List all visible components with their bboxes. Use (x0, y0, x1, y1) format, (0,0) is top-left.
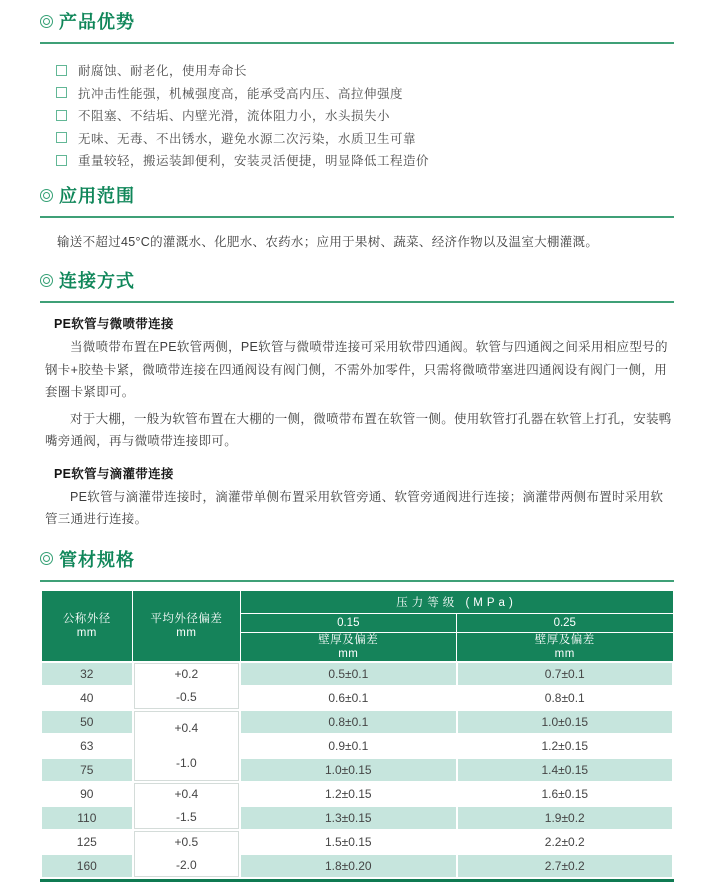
col-header-deviation (133, 590, 240, 662)
checkbox-icon (56, 132, 67, 143)
cell-wall-025: 1.2±0.15 (457, 734, 673, 758)
col-header-pressure-015: 0.15 (240, 613, 456, 632)
section-header-specs (40, 546, 674, 582)
col-header-wall-025 (457, 632, 673, 662)
connection-paragraph: 对于大棚，一般为软管布置在大棚的一侧，微喷带布置在软管一侧。使用软管打孔器在软管上打孔，安装鸭嘴旁通阀，再与微喷带连接即可。 (45, 411, 672, 448)
advantage-text: 无味、无毒、不出锈水，避免水源二次污染，水质卫生可靠 (78, 131, 417, 146)
header-label: 壁厚及偏差 (534, 633, 595, 646)
cell-diameter: 50 (41, 710, 133, 734)
list-item (56, 82, 674, 104)
cell-wall-015: 0.6±0.1 (240, 686, 456, 710)
deviation-plus: +0.5 (174, 835, 199, 849)
table-row (41, 830, 673, 854)
section-header-advantages (40, 8, 674, 44)
cell-wall-015: 1.2±0.15 (240, 782, 456, 806)
list-item (56, 59, 674, 81)
advantage-text: 耐腐蚀、耐老化，使用寿命长 (78, 64, 248, 78)
cell-diameter: 40 (41, 686, 133, 710)
cell-diameter: 90 (41, 782, 133, 806)
header-unit: mm (338, 647, 359, 660)
list-item (56, 104, 674, 126)
cell-wall-025: 1.9±0.2 (457, 806, 673, 830)
cell-deviation-group (133, 782, 240, 830)
cell-wall-015: 0.8±0.1 (240, 710, 456, 734)
section-header-connection (40, 267, 674, 303)
deviation-plus: +0.4 (174, 787, 199, 801)
pipe-spec-table (40, 590, 674, 879)
cell-diameter: 160 (41, 854, 133, 878)
cell-wall-015: 1.3±0.15 (240, 806, 456, 830)
deviation-plus: +0.2 (174, 667, 199, 681)
bullseye-icon (40, 15, 53, 28)
connection-subheading-micro-spray: PE软管与微喷带连接 (54, 317, 174, 331)
cell-wall-025: 1.0±0.15 (457, 710, 673, 734)
col-header-wall-015 (240, 632, 456, 662)
deviation-minus: -2.0 (176, 858, 197, 872)
header-unit: mm (176, 626, 197, 639)
advantage-text: 不阻塞、不结垢、内壁光滑，流体阻力小，水头损失小 (78, 109, 391, 123)
cell-diameter: 125 (41, 830, 133, 854)
spec-table-container (40, 590, 674, 882)
connection-subheading-drip-tape: PE软管与滴灌带连接 (54, 466, 174, 481)
cell-wall-015: 0.9±0.1 (240, 734, 456, 758)
header-unit: mm (554, 647, 575, 660)
col-header-diameter (41, 590, 133, 662)
header-label: 平均外径偏差 (150, 612, 223, 625)
section-title-connection: 连接方式 (59, 271, 135, 291)
header-unit: mm (76, 626, 97, 639)
deviation-plus: +0.4 (174, 721, 199, 735)
table-row (41, 782, 673, 806)
checkbox-icon (56, 110, 67, 121)
table-row (41, 662, 673, 686)
checkbox-icon (56, 65, 67, 76)
cell-diameter: 75 (41, 758, 133, 782)
cell-deviation-group (133, 710, 240, 782)
deviation-minus: -0.5 (176, 690, 197, 704)
bullseye-icon (40, 189, 53, 202)
table-row (41, 710, 673, 734)
cell-wall-025: 2.2±0.2 (457, 830, 673, 854)
advantages-list (56, 59, 674, 171)
cell-diameter: 63 (41, 734, 133, 758)
checkbox-icon (56, 87, 67, 98)
checkbox-icon (56, 155, 67, 166)
cell-diameter: 32 (41, 662, 133, 686)
section-title-advantages: 产品优势 (59, 12, 135, 32)
header-label: 壁厚及偏差 (318, 633, 379, 646)
list-item (56, 149, 674, 171)
col-header-pressure-025: 0.25 (457, 613, 673, 632)
col-header-pressure-group: 压力等级 (MPa) (240, 590, 673, 613)
cell-wall-025: 1.4±0.15 (457, 758, 673, 782)
application-text: 输送不超过45°C的灌溉水、化肥水、农药水；应用于果树、蔬菜、经济作物以及温室大棚灌溉。 (57, 235, 599, 249)
cell-deviation-group (133, 662, 240, 710)
cell-wall-015: 0.5±0.1 (240, 662, 456, 686)
cell-diameter: 110 (41, 806, 133, 830)
cell-wall-015: 1.8±0.20 (240, 854, 456, 878)
list-item (56, 127, 674, 149)
cell-wall-015: 1.5±0.15 (240, 830, 456, 854)
header-label: 公称外径 (62, 612, 111, 625)
cell-wall-015: 1.0±0.15 (240, 758, 456, 782)
section-title-specs: 管材规格 (59, 549, 135, 570)
section-title-application: 应用范围 (59, 186, 135, 206)
advantage-text: 抗冲击性能强，机械强度高，能承受高内压、高拉伸强度 (78, 86, 404, 101)
bullseye-icon (40, 552, 53, 565)
cell-wall-025: 1.6±0.15 (457, 782, 673, 806)
connection-paragraph: 当微喷带布置在PE软管两侧，PE软管与微喷带连接可采用软带四通阀。软管与四通阀之间采用相应型号的钢卡+胶垫卡紧，微喷带连接在四通阀设有阀门侧，不需外加零件，只需将微喷带塞进四通阀设有阀门一侧，用套圈卡紧即可。 (45, 340, 668, 399)
cell-deviation-group (133, 830, 240, 878)
advantage-text: 重量较轻，搬运装卸便利，安装灵活便捷，明显降低工程造价 (78, 154, 430, 168)
cell-wall-025: 2.7±0.2 (457, 854, 673, 878)
cell-wall-025: 0.7±0.1 (457, 662, 673, 686)
deviation-minus: -1.0 (176, 756, 197, 770)
deviation-minus: -1.5 (176, 810, 197, 824)
connection-paragraph: PE软管与滴灌带连接时，滴灌带单侧布置采用软管旁通、软管旁通阀进行连接；滴灌带两侧布置时采用软管三通进行连接。 (45, 489, 664, 526)
cell-wall-025: 0.8±0.1 (457, 686, 673, 710)
bullseye-icon (40, 274, 53, 287)
section-header-application (40, 182, 674, 218)
